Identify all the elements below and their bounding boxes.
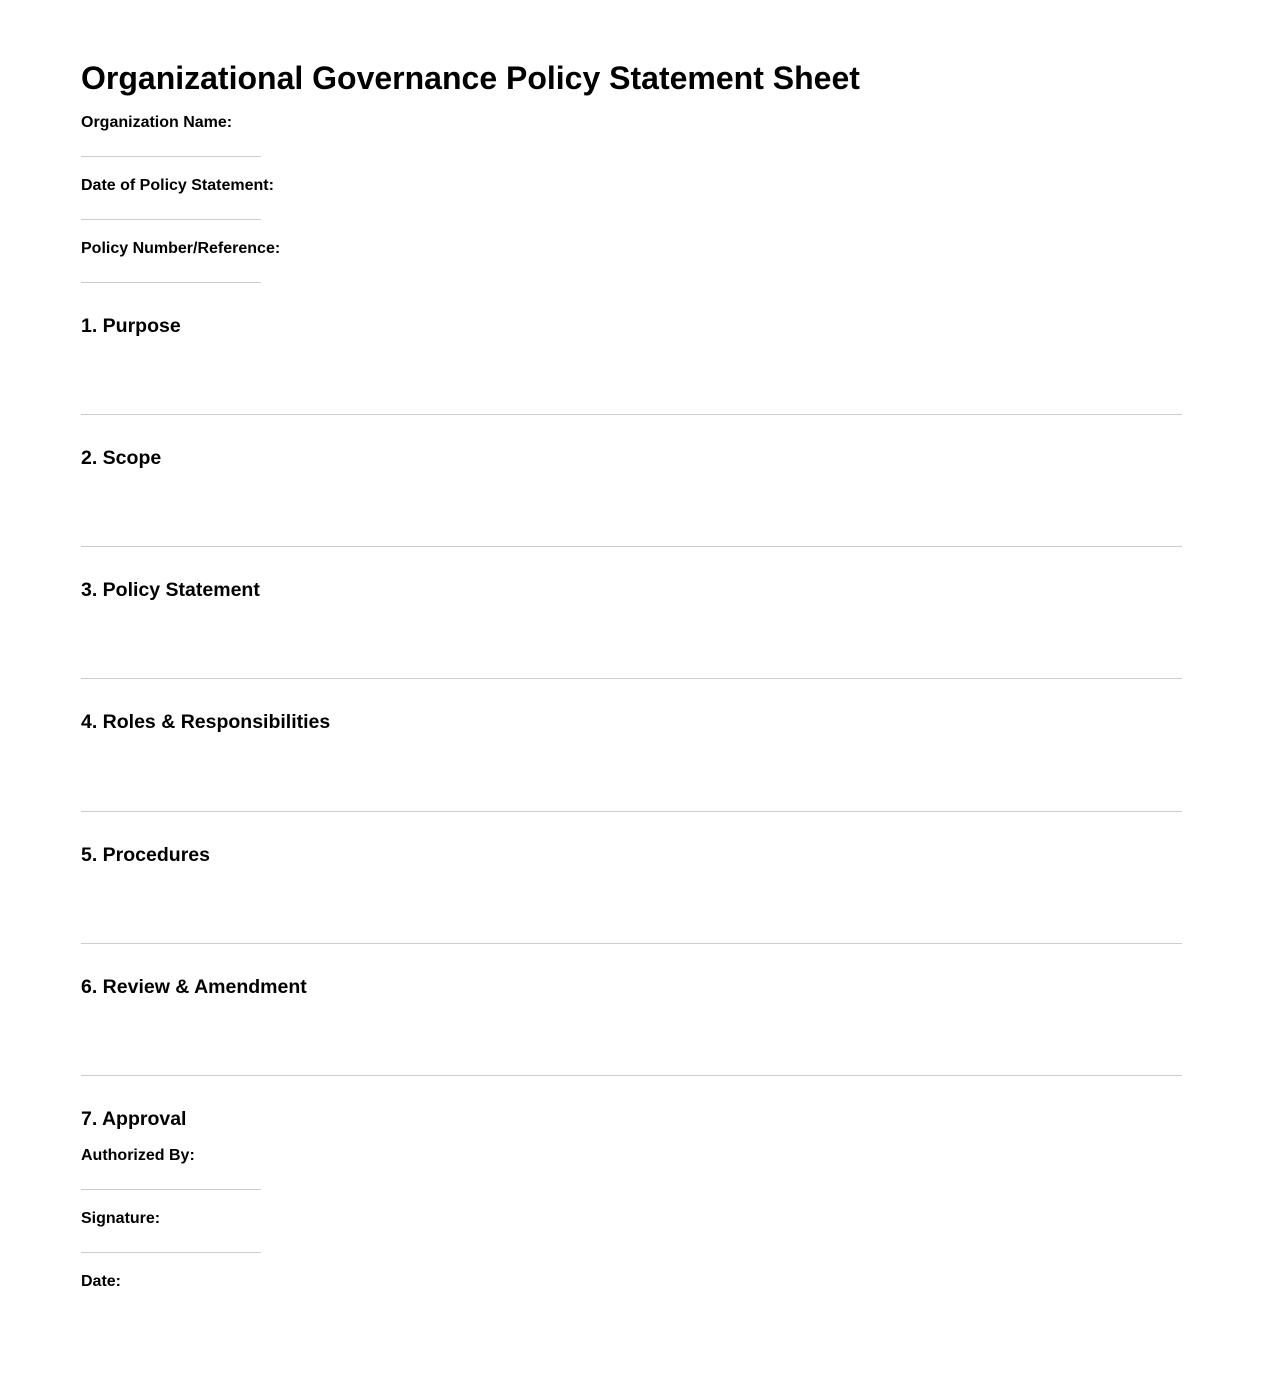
section-heading-policy-statement: 3. Policy Statement (81, 579, 260, 601)
section-heading-roles-responsibilities: 4. Roles & Responsibilities (81, 711, 331, 733)
review-amendment-input[interactable] (81, 1007, 1182, 1067)
section-divider (81, 1075, 1182, 1076)
policy-number-input[interactable] (81, 257, 261, 281)
section-divider (81, 414, 1182, 415)
approval-date-input[interactable] (81, 1290, 261, 1314)
section-heading-approval: 7. Approval (81, 1108, 187, 1130)
procedures-input[interactable] (81, 875, 1182, 935)
policy-statement-input[interactable] (81, 610, 1182, 670)
signature-label: Signature: (81, 1210, 161, 1227)
policy-date-label: Date of Policy Statement: (81, 177, 274, 194)
authorized-by-underline (81, 1189, 261, 1190)
section-heading-purpose: 1. Purpose (81, 315, 181, 337)
policy-date-underline (81, 219, 261, 220)
policy-number-underline (81, 282, 261, 283)
section-divider (81, 546, 1182, 547)
page-title: Organizational Governance Policy Statement Sheet (81, 60, 860, 96)
organization-name-label: Organization Name: (81, 114, 233, 131)
section-heading-procedures: 5. Procedures (81, 844, 210, 866)
approval-date-label: Date: (81, 1273, 122, 1290)
roles-responsibilities-input[interactable] (81, 742, 1182, 802)
signature-underline (81, 1252, 261, 1253)
signature-input[interactable] (81, 1227, 261, 1251)
section-heading-review-amendment: 6. Review & Amendment (81, 976, 307, 998)
section-heading-scope: 2. Scope (81, 447, 162, 469)
organization-name-input[interactable] (81, 131, 261, 155)
authorized-by-label: Authorized By: (81, 1147, 195, 1164)
purpose-input[interactable] (81, 346, 1182, 406)
authorized-by-input[interactable] (81, 1164, 261, 1188)
policy-date-input[interactable] (81, 194, 261, 218)
section-divider (81, 678, 1182, 679)
section-divider (81, 943, 1182, 944)
section-divider (81, 811, 1182, 812)
scope-input[interactable] (81, 478, 1182, 538)
organization-name-underline (81, 156, 261, 157)
policy-number-label: Policy Number/Reference: (81, 240, 281, 257)
